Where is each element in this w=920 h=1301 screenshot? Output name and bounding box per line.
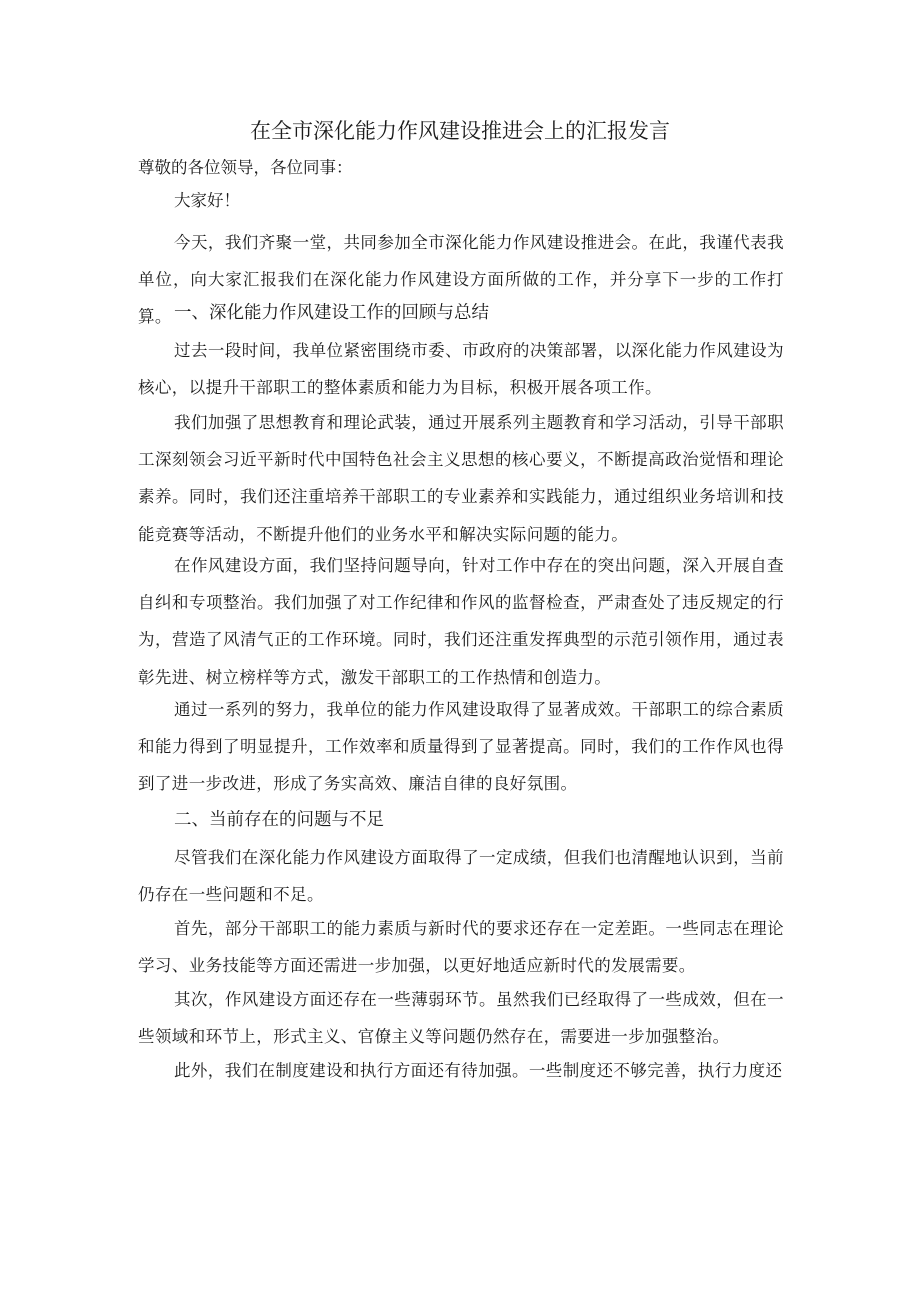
section2-paragraph-3: 其次，作风建设方面还存在一些薄弱环节。虽然我们已经取得了一些成效，但在一些领域和环节上，形式主义、官僚主义等问题仍然存在，需要进一步加强整治。 <box>138 990 784 1047</box>
document-title: 在全市深化能力作风建设推进会上的汇报发言 <box>250 119 670 143</box>
section1-paragraph-4: 通过一系列的努力，我单位的能力作风建设取得了显著成效。干部职工的综合素质和能力得到了明显提升，工作效率和质量得到了显著提高。同时，我们的工作作风也得到了进一步改进，形成了务实高效、廉洁自律的良好氛围。 <box>138 700 784 794</box>
section2-paragraph-1: 尽管我们在深化能力作风建设方面取得了一定成绩，但我们也清醒地认识到，当前仍存在一些问题和不足。 <box>138 848 784 905</box>
section1-paragraph-1: 过去一段时间，我单位紧密围绕市委、市政府的决策部署，以深化能力作风建设为核心，以提升干部职工的整体素质和能力为目标，积极开展各项工作。 <box>138 341 784 398</box>
intro-paragraph: 今天，我们齐聚一堂，共同参加全市深化能力作风建设推进会。在此，我谨代表我单位，向大家汇报我们在深化能力作风建设方面所做的工作，并分享下一步的工作打算。 <box>138 233 784 327</box>
section2-paragraph-2: 首先，部分干部职工的能力素质与新时代的要求还存在一定差距。一些同志在理论学习、业务技能等方面还需进一步加强，以更好地适应新时代的发展需要。 <box>138 919 784 976</box>
section1-paragraph-3: 在作风建设方面，我们坚持问题导向，针对工作中存在的突出问题，深入开展自查自纠和专项整治。我们加强了对工作纪律和作风的监督检查，严肃查处了违反规定的行为，营造了风清气正的工作环境。同时，我们还注重发挥典型的示范引领作用，通过表彰先进、树立榜样等方式，激发干部职工的工作热情和创造力。 <box>138 556 784 687</box>
section1-heading: 一、深化能力作风建设工作的回顾与总结 <box>174 303 489 323</box>
section2-heading: 二、当前存在的问题与不足 <box>174 810 384 830</box>
section1-paragraph-2: 我们加强了思想教育和理论武装，通过开展系列主题教育和学习活动，引导干部职工深刻领会习近平新时代中国特色社会主义思想的核心要义，不断提高政治觉悟和理论素养。同时，我们还注重培养干部职工的专业素养和实践能力，通过组织业务培训和技能竞赛等活动，不断提升他们的业务水平和解决实际问题的能力。 <box>138 413 784 544</box>
section2-paragraph-4: 此外，我们在制度建设和执行方面还有待加强。一些制度还不够完善，执行力度还 <box>174 1061 783 1080</box>
salutation: 尊敬的各位领导，各位同事： <box>138 158 353 177</box>
greeting: 大家好！ <box>174 191 240 210</box>
